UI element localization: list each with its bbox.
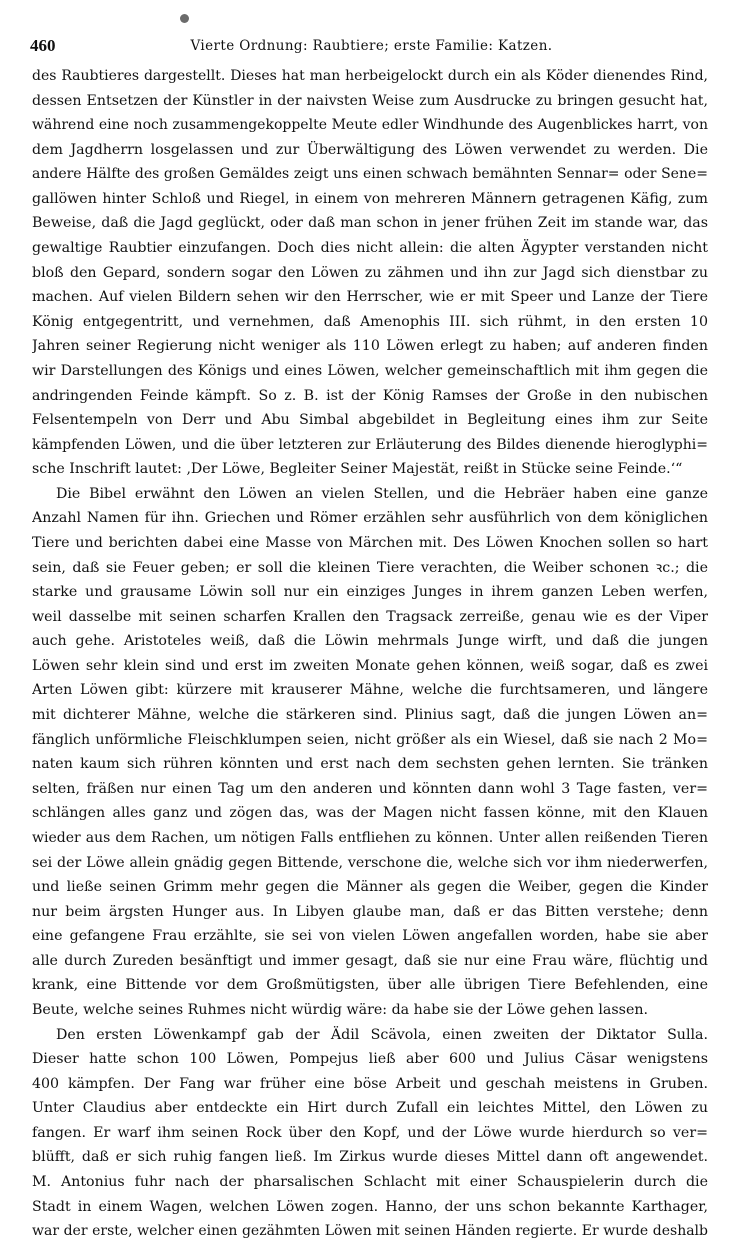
text-line: kämpfenden Löwen, und die über letzteren zur Erläuterung des Bildes dienende hieroglyphi= bbox=[32, 436, 708, 453]
text-line: Beute, welche seines Ruhmes nicht würdig wäre: da habe sie der Löwe gehen lassen. bbox=[32, 1001, 648, 1018]
text-line: Anzahl Namen für ihn. Griechen und Römer erzählen sehr ausführlich von dem königlichen bbox=[32, 510, 708, 527]
text-line: dessen Entsetzen der Künstler in der naivsten Weise zum Ausdrucke zu bringen gesucht hat, bbox=[32, 92, 708, 109]
text-line: Jahren seiner Regierung nicht weniger als 110 Löwen erlegt zu haben; auf anderen finden bbox=[32, 338, 708, 355]
text-line: mit dichterer Mähne, welche die stärkeren sind. Plinius sagt, daß die jungen Löwen an= bbox=[32, 707, 708, 724]
text-line: war der erste, welcher einen gezähmten Löwen mit seinen Händen regierte. Er wurde deshalb bbox=[32, 1223, 708, 1240]
text-line: Stadt in einem Wagen, welchen Löwen zogen. Hanno, der uns schon bekannte Karthager, bbox=[32, 1198, 708, 1215]
text-line: Arten Löwen gibt: kürzere mit krauserer Mähne, welche die furchtsameren, und längere bbox=[32, 682, 708, 699]
text-line: wieder aus dem Rachen, um nötigen Falls entfliehen zu können. Unter allen reißenden Tieren bbox=[32, 829, 708, 846]
text-line: sei der Löwe allein gnädig gegen Bittende, verschone die, welche sich vor ihm niederwerfen, bbox=[32, 854, 708, 871]
text-line: Felsentempeln von Derr und Abu Simbal abgebildet in Begleitung eines ihm zur Seite bbox=[32, 412, 708, 429]
text-line: M. Antonius fuhr nach der pharsalischen Schlacht mit einer Schauspielerin durch die bbox=[32, 1174, 708, 1191]
text-line: weil dasselbe mit seinen scharfen Krallen den Tragsack zerreiße, genau wie es der Viper bbox=[32, 608, 708, 625]
text-line: Tiere und berichten dabei eine Masse von Märchen mit. Des Löwen Knochen sollen so hart bbox=[32, 534, 708, 551]
text-line: eine gefangene Frau erzählte, sie sei von vielen Löwen angefallen worden, habe sie aber bbox=[32, 928, 708, 945]
text-line: nur beim ärgsten Hunger aus. In Libyen glaube man, daß er das Bitten verstehe; denn bbox=[32, 903, 708, 920]
text-line: fänglich unförmliche Fleischklumpen seien, nicht größer als ein Wiesel, daß sie nach 2 Mo= bbox=[32, 731, 708, 748]
page-number: 460 bbox=[30, 36, 56, 55]
text-line: Löwen sehr klein sind und erst im zweiten Monate gehen können, weiß sogar, daß es zwei bbox=[32, 657, 708, 674]
text-line: gewaltige Raubtier einzufangen. Doch dies nicht allein: die alten Ägypter verstanden nicht bbox=[32, 240, 708, 257]
ink-spot bbox=[180, 14, 189, 23]
text-line: sche Inschrift lautet: ‚Der Löwe, Begleiter Seiner Majestät, reißt in Stücke seine Feinde.‘“ bbox=[32, 461, 683, 478]
text-line: während eine noch zusammengekoppelte Meute edler Windhunde des Augenblickes harrt, von bbox=[32, 117, 708, 134]
text-line: sein, daß sie Feuer geben; er soll die kleinen Tiere verachten, die Weiber schonen ꝛc.; die bbox=[32, 559, 708, 576]
text-line: fangen. Er warf ihm seinen Rock über den Kopf, und der Löwe wurde hierdurch so ver= bbox=[32, 1124, 708, 1141]
text-line: andringenden Feinde kämpft. So z. B. ist der König Ramses der Große in den nubischen bbox=[32, 387, 708, 404]
text-line: Dieser hatte schon 100 Löwen, Pompejus ließ aber 600 und Julius Cäsar wenigstens bbox=[32, 1051, 708, 1068]
text-line: schlängen alles ganz und zögen das, was der Magen nicht fassen könne, mit den Klauen bbox=[32, 805, 708, 822]
text-line: machen. Auf vielen Bildern sehen wir den Herrscher, wie er mit Speer und Lanze der Tiere bbox=[32, 289, 708, 306]
text-line: Unter Claudius aber entdeckte ein Hirt durch Zufall ein leichtes Mittel, den Löwen zu bbox=[32, 1100, 708, 1117]
text-line: und ließe seinen Grimm mehr gegen die Männer als gegen die Weiber, gegen die Kinder bbox=[32, 879, 708, 896]
text-line: König entgegentritt, und vernehmen, daß Amenophis III. sich rühmt, in den ersten 10 bbox=[32, 313, 708, 330]
text-line: 400 kämpfen. Der Fang war früher eine böse Arbeit und geschah meistens in Gruben. bbox=[32, 1075, 708, 1092]
running-title: Vierte Ordnung: Raubtiere; erste Familie: Katzen. bbox=[190, 38, 553, 54]
text-line: auch gehe. Aristoteles weiß, daß die Löwin mehrmals Junge wirft, und daß die jungen bbox=[32, 633, 708, 650]
text-line: bloß den Gepard, sondern sogar den Löwen zu zähmen und ihn zur Jagd sich dienstbar zu bbox=[32, 264, 708, 281]
text-line: Den ersten Löwenkampf gab der Ädil Scävola, einen zweiten der Diktator Sulla. bbox=[56, 1026, 708, 1043]
body-text bbox=[32, 64, 708, 1244]
text-line: naten kaum sich rühren könnten und erst nach dem sechsten gehen lernten. Sie tränken bbox=[32, 756, 708, 773]
page-header bbox=[28, 36, 715, 60]
text-line: selten, fräßen nur einen Tag um den anderen und könnten dann wohl 3 Tage fasten, ver= bbox=[32, 780, 708, 797]
text-line: des Raubtieres dargestellt. Dieses hat man herbeigelockt durch ein als Köder dienendes Rind, bbox=[32, 68, 708, 84]
text-line: alle durch Zureden besänftigt und immer gesagt, daß sie nur eine Frau wäre, flüchtig und bbox=[32, 952, 708, 969]
text-line: gallöwen hinter Schloß und Riegel, in einem von mehreren Männern getragenen Käfig, zum bbox=[32, 190, 708, 207]
text-line: andere Hälfte des großen Gemäldes zeigt uns einen schwach bemähnten Sennar= oder Sene= bbox=[32, 166, 708, 183]
text-line: krank, eine Bittende vor dem Großmütigsten, über alle übrigen Tiere Befehlenden, eine bbox=[32, 977, 708, 994]
text-line: starke und grausame Löwin soll nur ein einziges Junges in ihrem ganzen Leben werfen, bbox=[32, 584, 708, 601]
text-line: Die Bibel erwähnt den Löwen an vielen Stellen, und die Hebräer haben eine ganze bbox=[56, 485, 708, 502]
text-line: Beweise, daß die Jagd geglückt, oder daß man schon in jener frühen Zeit im stande war, das bbox=[32, 215, 708, 232]
text-line: wir Darstellungen des Königs und eines Löwen, welcher gemeinschaftlich mit ihm gegen die bbox=[32, 362, 708, 379]
text-line: dem Jagdherrn losgelassen und zur Überwältigung des Löwen verwendet zu werden. Die bbox=[32, 141, 708, 158]
text-line: blüfft, daß er sich ruhig fangen ließ. Im Zirkus wurde dieses Mittel dann oft angewendet. bbox=[32, 1149, 708, 1166]
